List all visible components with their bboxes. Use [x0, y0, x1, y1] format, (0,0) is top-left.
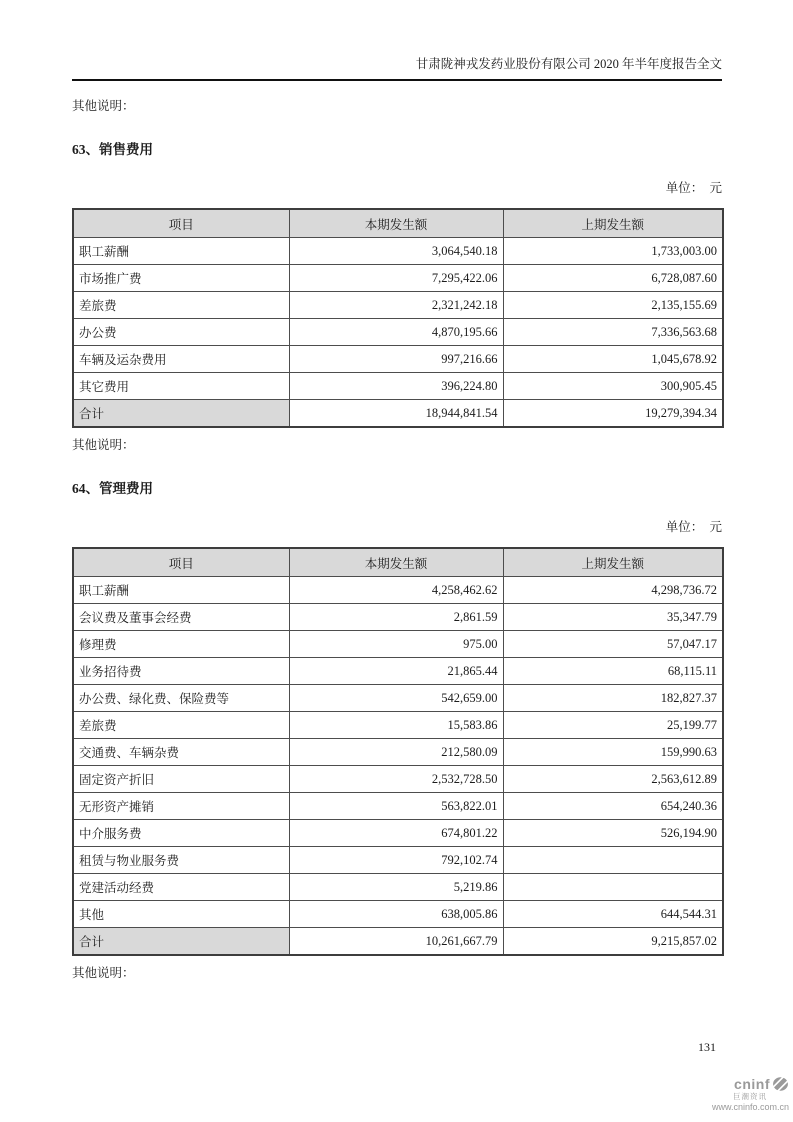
table-row: [73, 265, 723, 292]
cninfo-brand-cn: 巨潮资讯: [733, 1092, 767, 1101]
current-period-cell: 975.00: [289, 631, 503, 658]
current-period-cell: 4,258,462.62: [289, 577, 503, 604]
table-row: [73, 901, 723, 928]
prior-period-cell: 6,728,087.60: [503, 265, 723, 292]
other-note-sales: 其他说明：: [72, 438, 135, 452]
prior-period-cell: 1,045,678.92: [503, 346, 723, 373]
current-period-cell: 542,659.00: [289, 685, 503, 712]
section-heading-admin-expenses: 64、管理费用: [72, 481, 153, 496]
current-period-cell: 212,580.09: [289, 739, 503, 766]
expense-item-cell: 差旅费: [73, 292, 289, 319]
prior-period-cell: 35,347.79: [503, 604, 723, 631]
current-period-cell: 396,224.80: [289, 373, 503, 400]
table-row: [73, 658, 723, 685]
current-period-cell: 3,064,540.18: [289, 238, 503, 265]
prior-period-cell: 25,199.77: [503, 712, 723, 739]
table-row: [73, 793, 723, 820]
expense-item-cell: 交通费、车辆杂费: [73, 739, 289, 766]
expense-item-cell: 固定资产折旧: [73, 766, 289, 793]
expense-item-cell: 职工薪酬: [73, 238, 289, 265]
expense-item-cell: 中介服务费: [73, 820, 289, 847]
expense-item-cell: 车辆及运杂费用: [73, 346, 289, 373]
page-number: 131: [698, 1040, 716, 1054]
table-row: [73, 346, 723, 373]
current-period-cell: 2,321,242.18: [289, 292, 503, 319]
sales-expenses-table: [72, 208, 724, 428]
cninfo-swirl-icon: [772, 1076, 789, 1092]
table-header-row: [73, 209, 723, 238]
other-note-admin: 其他说明：: [72, 966, 135, 980]
column-header-current-period: 本期发生额: [289, 548, 503, 577]
prior-period-cell: 57,047.17: [503, 631, 723, 658]
column-header-item: 项目: [73, 209, 289, 238]
prior-period-cell: 7,336,563.68: [503, 319, 723, 346]
current-period-cell: 2,861.59: [289, 604, 503, 631]
column-header-item: 项目: [73, 548, 289, 577]
table-row: [73, 820, 723, 847]
current-period-cell: 674,801.22: [289, 820, 503, 847]
prior-period-cell: 300,905.45: [503, 373, 723, 400]
current-period-cell: 7,295,422.06: [289, 265, 503, 292]
total-prior-period-cell: 9,215,857.02: [503, 928, 723, 956]
current-period-cell: 997,216.66: [289, 346, 503, 373]
total-current-period-cell: 18,944,841.54: [289, 400, 503, 428]
table-row: [73, 238, 723, 265]
current-period-cell: 2,532,728.50: [289, 766, 503, 793]
table-row: [73, 577, 723, 604]
other-note-top: 其他说明：: [72, 99, 135, 113]
table-row: [73, 712, 723, 739]
table-row: [73, 847, 723, 874]
table-row: [73, 604, 723, 631]
document-header: [72, 55, 722, 81]
total-current-period-cell: 10,261,667.79: [289, 928, 503, 956]
expense-item-cell: 无形资产摊销: [73, 793, 289, 820]
prior-period-cell: 644,544.31: [503, 901, 723, 928]
table-header-row: [73, 548, 723, 577]
prior-period-cell: 2,135,155.69: [503, 292, 723, 319]
unit-label: 单位： 元: [665, 520, 722, 534]
prior-period-cell: 68,115.11: [503, 658, 723, 685]
table-row: [73, 292, 723, 319]
prior-period-cell: 526,194.90: [503, 820, 723, 847]
expense-item-cell: 其他: [73, 901, 289, 928]
table-row: [73, 874, 723, 901]
header-title: 甘肃陇神戎发药业股份有限公司 2020 年半年度报告全文: [415, 57, 722, 71]
expense-item-cell: 职工薪酬: [73, 577, 289, 604]
total-label-cell: 合计: [73, 928, 289, 956]
table-row: [73, 685, 723, 712]
table-row: [73, 739, 723, 766]
section-heading-sales-expenses: 63、销售费用: [72, 142, 153, 157]
current-period-cell: 21,865.44: [289, 658, 503, 685]
prior-period-cell: 654,240.36: [503, 793, 723, 820]
prior-period-cell: 159,990.63: [503, 739, 723, 766]
expense-item-cell: 租赁与物业服务费: [73, 847, 289, 874]
current-period-cell: 4,870,195.66: [289, 319, 503, 346]
prior-period-cell: [503, 847, 723, 874]
column-header-current-period: 本期发生额: [289, 209, 503, 238]
expense-item-cell: 市场推广费: [73, 265, 289, 292]
expense-item-cell: 差旅费: [73, 712, 289, 739]
prior-period-cell: 1,733,003.00: [503, 238, 723, 265]
current-period-cell: 792,102.74: [289, 847, 503, 874]
expense-item-cell: 业务招待费: [73, 658, 289, 685]
total-label-cell: 合计: [73, 400, 289, 428]
expense-item-cell: 修理费: [73, 631, 289, 658]
expense-item-cell: 办公费、绿化费、保险费等: [73, 685, 289, 712]
current-period-cell: 638,005.86: [289, 901, 503, 928]
table-row: [73, 319, 723, 346]
prior-period-cell: 182,827.37: [503, 685, 723, 712]
expense-item-cell: 其它费用: [73, 373, 289, 400]
admin-expenses-table: [72, 547, 724, 956]
unit-label: 单位： 元: [665, 181, 722, 195]
cninfo-brand-text: cninf: [734, 1076, 770, 1092]
page-content: [72, 0, 722, 981]
column-header-prior-period: 上期发生额: [503, 209, 723, 238]
total-row: [73, 400, 723, 428]
expense-item-cell: 党建活动经费: [73, 874, 289, 901]
expense-item-cell: 办公费: [73, 319, 289, 346]
table-row: [73, 766, 723, 793]
table-row: [73, 631, 723, 658]
prior-period-cell: [503, 874, 723, 901]
total-row: [73, 928, 723, 956]
table-row: [73, 373, 723, 400]
current-period-cell: 15,583.86: [289, 712, 503, 739]
current-period-cell: 563,822.01: [289, 793, 503, 820]
total-prior-period-cell: 19,279,394.34: [503, 400, 723, 428]
cninfo-logo: [703, 1076, 789, 1112]
cninfo-url: www.cninfo.com.cn: [711, 1101, 789, 1112]
prior-period-cell: 4,298,736.72: [503, 577, 723, 604]
prior-period-cell: 2,563,612.89: [503, 766, 723, 793]
current-period-cell: 5,219.86: [289, 874, 503, 901]
expense-item-cell: 会议费及董事会经费: [73, 604, 289, 631]
column-header-prior-period: 上期发生额: [503, 548, 723, 577]
